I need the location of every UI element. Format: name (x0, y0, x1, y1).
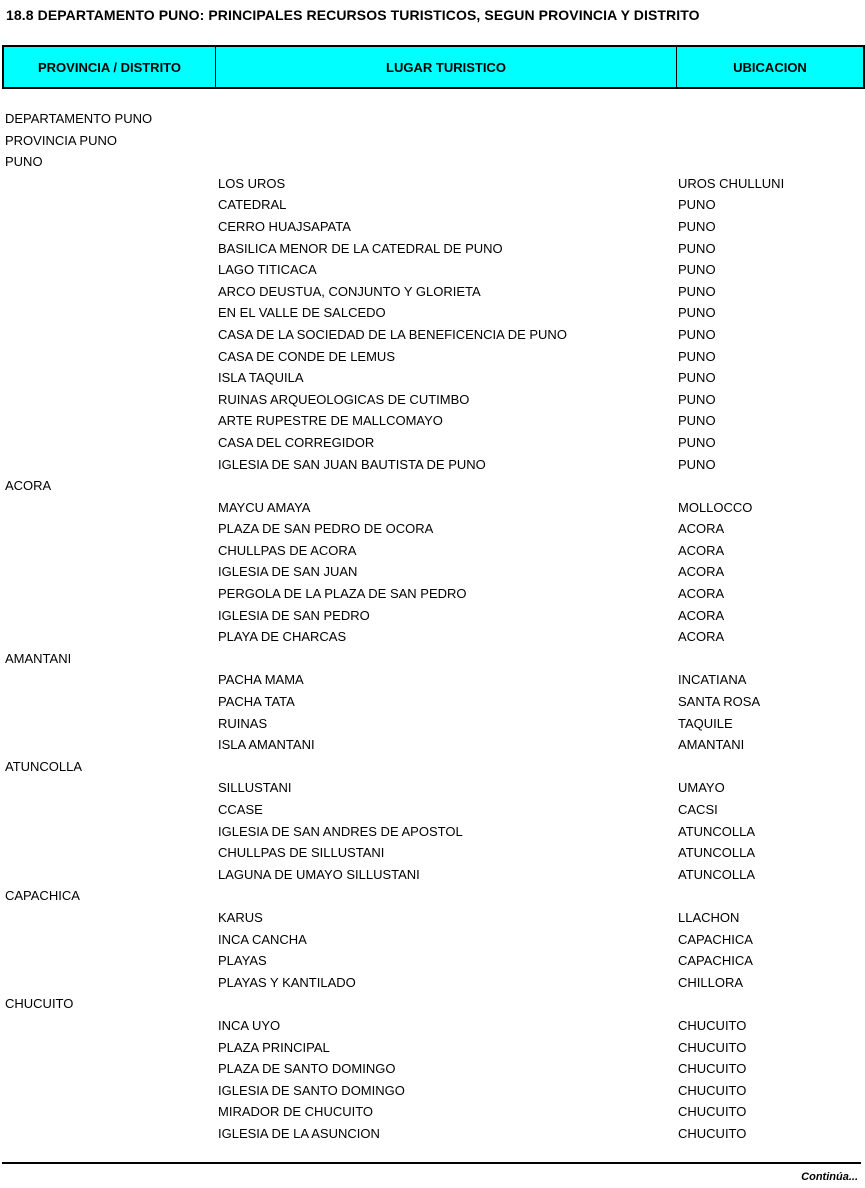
cell-lugar-turistico: IGLESIA DE SANTO DOMINGO (218, 1082, 405, 1098)
table-row (0, 1015, 865, 1037)
cell-lugar-turistico: INCA UYO (218, 1017, 281, 1033)
cell-ubicacion: CHUCUITO (678, 1017, 747, 1033)
cell-lugar-turistico: SILLUSTANI (218, 780, 292, 796)
cell-ubicacion: PUNO (678, 348, 716, 364)
cell-ubicacion: AMANTANI (678, 737, 745, 753)
table-row (0, 669, 865, 691)
cell-lugar-turistico: PACHA TATA (218, 694, 295, 710)
cell-ubicacion: INCATIANA (678, 672, 747, 688)
table-row (0, 367, 865, 389)
cell-ubicacion: CHILLORA (678, 974, 744, 990)
table-row (0, 993, 865, 1015)
table-row (0, 950, 865, 972)
cell-ubicacion: PUNO (678, 218, 716, 234)
table-row (0, 583, 865, 605)
cell-ubicacion: ACORA (678, 607, 725, 623)
cell-lugar-turistico: IGLESIA DE SAN JUAN (218, 564, 358, 580)
table-row (0, 497, 865, 519)
cell-ubicacion: MOLLOCCO (678, 499, 753, 515)
cell-ubicacion: PUNO (678, 283, 716, 299)
cell-ubicacion: PUNO (678, 262, 716, 278)
table-row (0, 410, 865, 432)
table-row (0, 821, 865, 843)
table-row (0, 475, 865, 497)
cell-ubicacion: PUNO (678, 413, 716, 429)
cell-ubicacion: UMAYO (678, 780, 725, 796)
cell-provincia-distrito: AMANTANI (5, 650, 72, 666)
table-row (0, 346, 865, 368)
header-ubicacion: UBICACION (733, 59, 807, 75)
cell-ubicacion: UROS CHULLUNI (678, 175, 785, 191)
cell-lugar-turistico: MAYCU AMAYA (218, 499, 311, 515)
cell-ubicacion: ACORA (678, 629, 725, 645)
table-row (0, 173, 865, 195)
table-row (0, 108, 865, 130)
table-row (0, 734, 865, 756)
table-row (0, 1080, 865, 1102)
table-row (0, 151, 865, 173)
table-row (0, 756, 865, 778)
header-lugar-turistico: LUGAR TURISTICO (216, 47, 677, 87)
cell-lugar-turistico: EN EL VALLE DE SALCEDO (218, 305, 386, 321)
cell-ubicacion: TAQUILE (678, 715, 733, 731)
cell-lugar-turistico: IGLESIA DE SAN ANDRES DE APOSTOL (218, 823, 463, 839)
cell-lugar-turistico: ISLA AMANTANI (218, 737, 315, 753)
cell-ubicacion: ACORA (678, 564, 725, 580)
continua-note: Continúa... (801, 1171, 858, 1183)
cell-lugar-turistico: PLAZA DE SAN PEDRO DE OCORA (218, 521, 434, 537)
header-provincia-distrito: PROVINCIA / DISTRITO (4, 47, 216, 87)
cell-ubicacion: CHUCUITO (678, 1061, 747, 1077)
cell-provincia-distrito: PROVINCIA PUNO (5, 132, 117, 148)
table-row (0, 864, 865, 886)
cell-ubicacion: PUNO (678, 456, 716, 472)
cell-lugar-turistico: LAGUNA DE UMAYO SILLUSTANI (218, 866, 420, 882)
cell-provincia-distrito: ATUNCOLLA (5, 758, 83, 774)
table-row (0, 238, 865, 260)
table-row (0, 194, 865, 216)
cell-lugar-turistico: RUINAS (218, 715, 268, 731)
cell-ubicacion: ATUNCOLLA (678, 866, 756, 882)
cell-ubicacion: PUNO (678, 434, 716, 450)
table-row (0, 1058, 865, 1080)
cell-lugar-turistico: PERGOLA DE LA PLAZA DE SAN PEDRO (218, 586, 467, 602)
cell-ubicacion: PUNO (678, 197, 716, 213)
table-row (0, 1037, 865, 1059)
cell-lugar-turistico: CASA DE CONDE DE LEMUS (218, 348, 395, 364)
cell-lugar-turistico: LOS UROS (218, 175, 286, 191)
cell-ubicacion: CHUCUITO (678, 1039, 747, 1055)
table-row (0, 799, 865, 821)
cell-ubicacion: ATUNCOLLA (678, 845, 756, 861)
cell-lugar-turistico: CHULLPAS DE SILLUSTANI (218, 845, 385, 861)
table-row (0, 626, 865, 648)
cell-lugar-turistico: ARTE RUPESTRE DE MALLCOMAYO (218, 413, 443, 429)
table-body (0, 108, 865, 1145)
table-row (0, 561, 865, 583)
cell-ubicacion: PUNO (678, 370, 716, 386)
table-row (0, 1123, 865, 1145)
cell-lugar-turistico: CATEDRAL (218, 197, 287, 213)
cell-lugar-turistico: ARCO DEUSTUA, CONJUNTO Y GLORIETA (218, 283, 481, 299)
table-row (0, 842, 865, 864)
cell-lugar-turistico: CASA DE LA SOCIEDAD DE LA BENEFICENCIA DE PUNO (218, 326, 567, 342)
cell-lugar-turistico: KARUS (218, 909, 263, 925)
cell-provincia-distrito: PUNO (5, 154, 43, 170)
cell-ubicacion: SANTA ROSA (678, 694, 761, 710)
table-header (2, 45, 865, 89)
table-row (0, 540, 865, 562)
table-row (0, 929, 865, 951)
table-row (0, 324, 865, 346)
table-row (0, 432, 865, 454)
cell-lugar-turistico: CHULLPAS DE ACORA (218, 542, 357, 558)
table-row (0, 777, 865, 799)
cell-ubicacion: ACORA (678, 586, 725, 602)
cell-ubicacion: CAPACHICA (678, 953, 753, 969)
cell-ubicacion: CHUCUITO (678, 1125, 747, 1141)
table-row (0, 259, 865, 281)
cell-lugar-turistico: INCA CANCHA (218, 931, 307, 947)
cell-ubicacion: LLACHON (678, 909, 740, 925)
cell-lugar-turistico: CCASE (218, 802, 263, 817)
cell-lugar-turistico: IGLESIA DE SAN JUAN BAUTISTA DE PUNO (218, 456, 486, 472)
cell-ubicacion: PUNO (678, 326, 716, 342)
cell-lugar-turistico: RUINAS ARQUEOLOGICAS DE CUTIMBO (218, 391, 470, 407)
cell-lugar-turistico: LAGO TITICACA (218, 262, 317, 278)
cell-lugar-turistico: PLAZA PRINCIPAL (218, 1039, 330, 1055)
cell-provincia-distrito: CAPACHICA (5, 888, 80, 904)
page-title: 18.8 DEPARTAMENTO PUNO: PRINCIPALES RECURSOS TURISTICOS, SEGUN PROVINCIA Y DISTRITO (6, 7, 700, 23)
table-row (0, 605, 865, 627)
cell-ubicacion: ATUNCOLLA (678, 823, 756, 839)
cell-lugar-turistico: PLAYAS Y KANTILADO (218, 974, 356, 990)
cell-lugar-turistico: CASA DEL CORREGIDOR (218, 434, 375, 450)
table-row (0, 281, 865, 303)
cell-lugar-turistico: MIRADOR DE CHUCUITO (218, 1104, 374, 1120)
table-row (0, 518, 865, 540)
table-row (0, 302, 865, 324)
cell-lugar-turistico: PLAYA DE CHARCAS (218, 629, 347, 645)
table-row (0, 691, 865, 713)
cell-lugar-turistico: IGLESIA DE SAN PEDRO (218, 607, 370, 623)
table-row (0, 648, 865, 670)
cell-ubicacion: PUNO (678, 240, 716, 256)
cell-ubicacion: CAPACHICA (678, 931, 753, 947)
cell-lugar-turistico: PACHA MAMA (218, 672, 304, 688)
table-row (0, 972, 865, 994)
cell-provincia-distrito: DEPARTAMENTO PUNO (5, 111, 153, 126)
cell-ubicacion: ACORA (678, 542, 725, 558)
table-row (0, 907, 865, 929)
cell-ubicacion: ACORA (678, 521, 725, 537)
cell-provincia-distrito: ACORA (5, 478, 52, 494)
cell-ubicacion: CHUCUITO (678, 1082, 747, 1098)
table-row (0, 1101, 865, 1123)
bottom-divider (2, 1162, 861, 1164)
cell-provincia-distrito: CHUCUITO (5, 996, 74, 1012)
cell-lugar-turistico: PLAZA DE SANTO DOMINGO (218, 1061, 396, 1077)
cell-ubicacion: PUNO (678, 391, 716, 407)
cell-lugar-turistico: PLAYAS (218, 953, 267, 969)
cell-lugar-turistico: CERRO HUAJSAPATA (218, 218, 351, 234)
cell-lugar-turistico: IGLESIA DE LA ASUNCION (218, 1125, 380, 1141)
cell-ubicacion: CHUCUITO (678, 1104, 747, 1120)
table-row (0, 454, 865, 476)
table-row (0, 885, 865, 907)
table-row (0, 216, 865, 238)
cell-lugar-turistico: ISLA TAQUILA (218, 370, 304, 386)
table-row (0, 713, 865, 735)
cell-lugar-turistico: BASILICA MENOR DE LA CATEDRAL DE PUNO (218, 240, 503, 256)
table-row (0, 389, 865, 411)
table-row (0, 130, 865, 152)
cell-ubicacion: PUNO (678, 305, 716, 321)
cell-ubicacion: CACSI (678, 802, 718, 817)
